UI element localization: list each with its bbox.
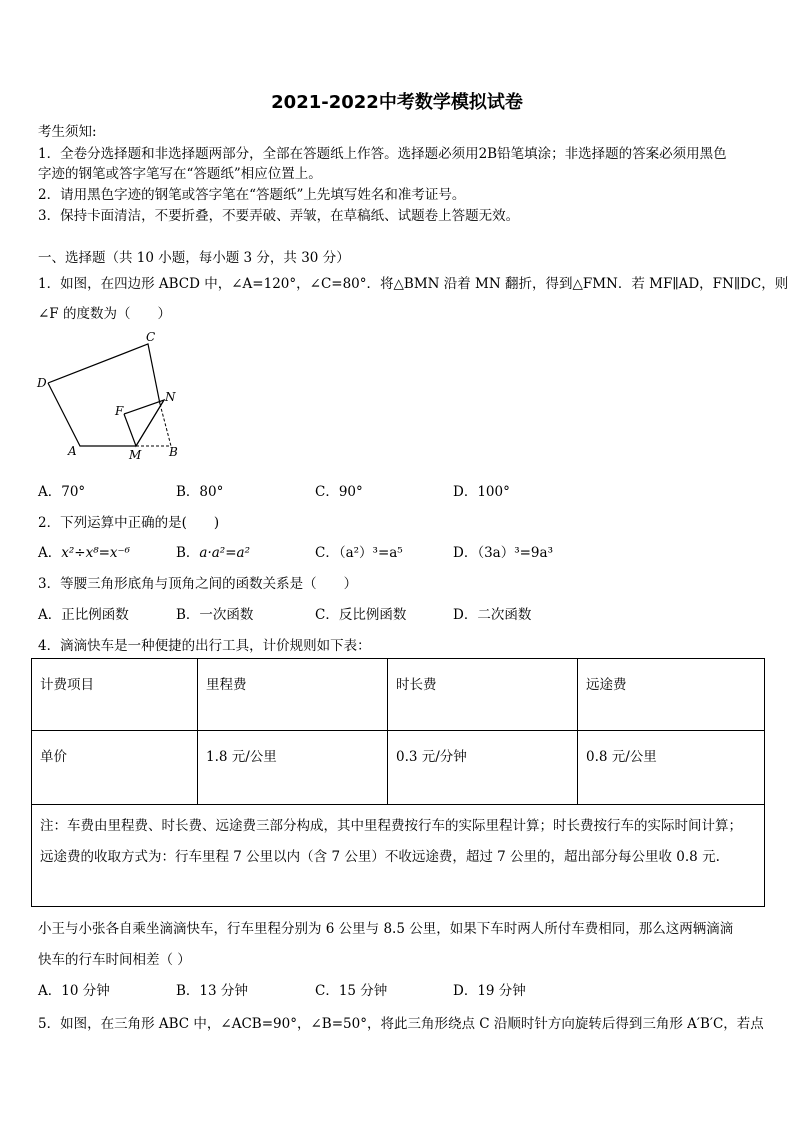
fare-table (31, 658, 765, 907)
label-f: F (115, 404, 124, 418)
fare-table-header-cell: 时长费 (388, 659, 578, 731)
question-3-stem: 3．等腰三角形底角与顶角之间的函数关系是（ ） (38, 576, 358, 592)
exam-title: 2021-2022中考数学模拟试卷 (271, 92, 523, 113)
fare-table-header-cell: 远途费 (578, 659, 765, 731)
q4-option-c: C．15 分钟 (315, 983, 388, 999)
fare-table-cell: 0.3 元/分钟 (388, 731, 578, 805)
q4-option-a: A．10 分钟 (38, 983, 110, 999)
option-expression: x²÷x⁸=x⁻⁶ (61, 545, 131, 561)
question-1-stem: 1．如图，在四边形 ABCD 中，∠A=120°，∠C=80°．将△BMN 沿着 MN 翻折，得到△FMN．若 MF∥AD，FN∥DC，则 (38, 276, 789, 292)
fare-table-header-cell: 里程费 (198, 659, 388, 731)
figure-side-dc (48, 344, 160, 404)
label-m: M (129, 448, 142, 462)
figure-dashed-nb (160, 404, 171, 446)
q4-option-d: D．19 分钟 (453, 983, 526, 999)
question-5-stem: 5．如图，在三角形 ABC 中，∠ACB=90°，∠B=50°，将此三角形绕点 C 沿顺时针方向旋转后得到三角形 A′B′C，若点 (38, 1016, 764, 1032)
q1-option-a: A．70° (38, 484, 86, 500)
label-d: D (37, 376, 47, 390)
fare-note-line: 注：车费由里程费、时长费、远途费三部分构成，其中里程费按行车的实际里程计算；时长费按行车的实际时间计算； (40, 818, 742, 834)
q2-option-d: D．（3a）³=9a³ (453, 545, 553, 561)
q4-option-b: B．13 分钟 (176, 983, 248, 999)
quadrilateral-figure (34, 330, 194, 465)
question-4-text: 快车的行车时间相差（ ） (38, 952, 191, 968)
fare-table-header-cell: 计费项目 (32, 659, 198, 731)
q2-option-c: C．（a²）³=a⁵ (315, 545, 403, 561)
q1-option-d: D．100° (453, 484, 510, 500)
notice-heading: 考生须知: (38, 124, 97, 140)
fare-table-note-row (32, 805, 765, 907)
label-n: N (165, 390, 176, 404)
q3-option-c: C．反比例函数 (315, 607, 407, 623)
notice-item: 2．请用黑色字迹的钢笔或答字笔在“答题纸”上先填写姓名和准考证号。 (38, 187, 466, 203)
label-b: B (169, 445, 178, 459)
q2-option-b (176, 541, 250, 561)
q3-option-a: A．正比例函数 (38, 607, 129, 623)
question-1-stem: ∠F 的度数为（ ） (38, 306, 171, 322)
notice-item: 1．全卷分选择题和非选择题两部分，全部在答题纸上作答。选择题必须用2B铅笔填涂；非选择题的答案必须用黑色 (38, 146, 727, 162)
section-heading: 一、选择题（共 10 小题，每小题 3 分，共 30 分） (38, 250, 350, 266)
q1-option-c: C．90° (315, 484, 363, 500)
label-a: A (68, 444, 77, 458)
q3-option-b: B．一次函数 (176, 607, 254, 623)
option-expression: a·a²=a² (199, 545, 250, 561)
fare-table-cell: 0.8 元/公里 (578, 731, 765, 805)
figure-triangle-fmn (124, 400, 164, 446)
notice-item: 字迹的钢笔或答字笔写在“答题纸”相应位置上。 (38, 166, 322, 182)
q1-option-b: B．80° (176, 484, 224, 500)
fare-table-header-row (32, 659, 765, 731)
q2-option-a (38, 541, 130, 561)
fare-table-note (32, 805, 765, 907)
option-letter: A． (38, 545, 62, 561)
q3-option-d: D．二次函数 (453, 607, 532, 623)
fare-note-line: 远途费的收取方式为：行车里程 7 公里以内（含 7 公里）不收远途费，超过 7 公里的，超出部分每公里收 0.8 元. (40, 849, 720, 865)
question-4-stem: 4．滴滴快车是一种便捷的出行工具，计价规则如下表： (38, 638, 371, 654)
question-2-stem: 2．下列运算中正确的是( ) (38, 515, 220, 531)
fare-table-cell: 单价 (32, 731, 198, 805)
fare-table-price-row (32, 731, 765, 805)
question-4-text: 小王与小张各自乘坐滴滴快车，行车里程分别为 6 公里与 8.5 公里，如果下车时两人所付车费相同，那么这两辆滴滴 (38, 921, 734, 937)
label-c: C (146, 330, 156, 344)
notice-item: 3．保持卡面清洁，不要折叠，不要弄破、弄皱，在草稿纸、试题卷上答题无效。 (38, 208, 520, 224)
option-letter: B． (176, 545, 200, 561)
fare-table-cell: 1.8 元/公里 (198, 731, 388, 805)
